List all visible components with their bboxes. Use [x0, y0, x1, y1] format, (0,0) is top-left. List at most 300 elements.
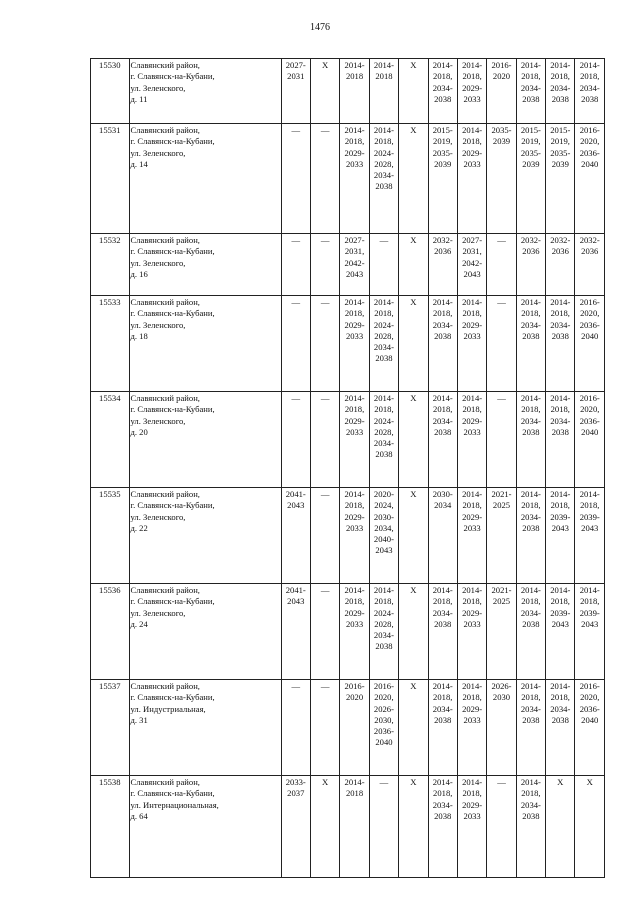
period-cell [340, 488, 369, 584]
period-value: — [320, 235, 330, 245]
period-value: 2040 [581, 714, 599, 725]
period-value: 2018, [550, 596, 570, 607]
period-cell [457, 234, 486, 296]
period-value: 2020 [345, 692, 364, 703]
period-value: 2018, [521, 71, 541, 82]
period-value: 2043 [551, 522, 569, 533]
period-value: 2020, [580, 308, 600, 319]
period-cell [457, 296, 486, 392]
period-value: 2019, [550, 136, 570, 147]
period-value: 2014- [520, 297, 541, 307]
period-value: 2014- [432, 585, 453, 595]
address-cell [129, 776, 281, 878]
period-cell [340, 584, 369, 680]
period-value: 2038 [551, 93, 569, 104]
period-value: 2040 [375, 737, 393, 748]
address-line: ул. Зеленского, [130, 147, 186, 158]
period-value: 2034- [550, 82, 571, 93]
period-value: 2035- [520, 147, 541, 158]
period-value: 2031 [287, 71, 305, 82]
period-cell [546, 59, 575, 124]
period-value: 2018, [521, 788, 541, 799]
period-value: 2014- [550, 489, 571, 499]
record-id-cell: 15536 [91, 584, 130, 680]
period-value: 2036 [434, 246, 452, 257]
period-value: 2033 [463, 330, 481, 341]
period-value: 2036 [551, 246, 569, 257]
period-value: 2036 [522, 246, 540, 257]
period-cell [428, 296, 457, 392]
period-value: 2034- [373, 170, 394, 181]
period-value: 2039- [579, 511, 600, 522]
schedule-table-body [91, 59, 605, 878]
period-value: X [586, 777, 593, 787]
period-cell [457, 584, 486, 680]
period-value: 2014- [550, 681, 571, 691]
period-value: 2038 [522, 426, 540, 437]
period-value: 2038 [434, 93, 452, 104]
period-value: 2034- [373, 438, 394, 449]
period-value: — [320, 585, 330, 595]
address-line: ул. Зеленского, [130, 607, 186, 618]
address-line: ул. Зеленского, [130, 415, 186, 426]
period-value: 2018, [433, 308, 453, 319]
period-value: 2039- [579, 607, 600, 618]
address-line: д. 16 [130, 268, 148, 279]
record-id-cell: 15531 [91, 124, 130, 234]
address-cell [129, 234, 281, 296]
period-cell [399, 296, 428, 392]
period-value: 2027- [285, 60, 306, 70]
period-cell [310, 234, 339, 296]
period-cell [340, 776, 369, 878]
period-value: 2018, [462, 308, 482, 319]
period-value: 2021- [491, 489, 512, 499]
address-line: ул. Индустриальная, [130, 703, 206, 714]
period-value: 2042- [344, 257, 365, 268]
period-cell [340, 124, 369, 234]
address-cell [129, 392, 281, 488]
period-value: 2014- [462, 297, 483, 307]
period-value: 2029- [344, 511, 365, 522]
period-value: — [497, 393, 506, 403]
period-value: — [497, 777, 506, 787]
period-value: 2018, [433, 404, 453, 415]
period-value: 2018, [374, 308, 394, 319]
period-value: — [291, 393, 301, 403]
period-value: X [410, 777, 417, 787]
address-line: г. Славянск-на-Кубани, [130, 246, 215, 257]
address-cell [129, 488, 281, 584]
period-value: 2014- [462, 681, 483, 691]
period-value: 2033 [345, 158, 364, 169]
table-row [91, 680, 605, 776]
period-value: 2029- [462, 82, 483, 93]
period-cell [516, 392, 545, 488]
period-cell [457, 680, 486, 776]
period-value: 2033 [463, 714, 481, 725]
address-line: Славянский район, [130, 125, 200, 135]
period-cell [457, 776, 486, 878]
record-id-cell: 15533 [91, 296, 130, 392]
period-value: 2041- [285, 585, 306, 595]
table-row [91, 296, 605, 392]
period-cell [457, 59, 486, 124]
period-value: 2014- [462, 60, 483, 70]
period-value: 2018, [462, 692, 482, 703]
period-value: 2018, [344, 136, 365, 147]
period-cell [399, 776, 428, 878]
period-cell [516, 124, 545, 234]
period-value: X [557, 777, 564, 787]
period-value: 2038 [581, 93, 599, 104]
period-value: — [291, 681, 301, 691]
address-line: г. Славянск-на-Кубани, [130, 308, 215, 319]
period-value: 2040 [581, 426, 599, 437]
period-value: 2034- [550, 703, 571, 714]
period-value: 2014- [344, 125, 365, 135]
period-cell [516, 680, 545, 776]
period-cell [310, 392, 339, 488]
period-value: 2038 [522, 330, 540, 341]
record-id-cell: 15537 [91, 680, 130, 776]
period-cell [516, 59, 545, 124]
period-value: 2038 [551, 330, 569, 341]
period-value: 2038 [434, 618, 452, 629]
period-value: 2032- [579, 235, 600, 245]
period-value: 2014- [462, 125, 483, 135]
period-value: 2014- [520, 393, 541, 403]
period-cell [575, 776, 605, 878]
table-row [91, 124, 605, 234]
period-value: 2014- [579, 585, 600, 595]
period-value: 2039- [550, 607, 571, 618]
record-id-cell: 15538 [91, 776, 130, 878]
address-line: г. Славянск-на-Кубани, [130, 136, 215, 147]
period-cell [399, 234, 428, 296]
period-cell [575, 488, 605, 584]
period-value: 2014- [432, 297, 453, 307]
period-value: 2018, [580, 596, 600, 607]
period-value: 2034- [432, 82, 453, 93]
period-cell [516, 296, 545, 392]
period-cell [516, 776, 545, 878]
period-value: 2014- [462, 777, 483, 787]
period-value: 2033 [345, 426, 364, 437]
period-value: 2015- [520, 125, 541, 135]
period-value: 2018, [374, 596, 394, 607]
period-value: 2014- [520, 60, 541, 70]
period-value: 2027- [462, 235, 483, 245]
page-number: 1476 [310, 22, 330, 33]
period-cell [575, 680, 605, 776]
period-value: 2043 [345, 268, 364, 279]
period-value: 2016- [579, 681, 600, 691]
period-value: 2024- [373, 319, 394, 330]
period-value: 2039- [550, 511, 571, 522]
period-value: — [320, 125, 330, 135]
period-value: 2014- [432, 777, 453, 787]
period-cell [575, 392, 605, 488]
period-value: 2014- [432, 681, 453, 691]
period-value: 2034- [432, 607, 453, 618]
period-value: X [410, 393, 417, 403]
period-value: 2033 [463, 618, 481, 629]
table-row [91, 776, 605, 878]
period-value: 2029- [344, 607, 365, 618]
period-value: 2026- [373, 703, 394, 714]
period-value: 2024- [373, 415, 394, 426]
period-value: 2016- [344, 681, 365, 691]
table-row [91, 488, 605, 584]
period-value: 2034- [550, 415, 571, 426]
period-cell [487, 124, 516, 234]
period-value: 2014- [373, 125, 394, 135]
period-value: 2036- [579, 703, 600, 714]
period-value: 2018 [375, 71, 393, 82]
period-value: 2014- [373, 297, 394, 307]
period-value: 2034- [520, 511, 541, 522]
period-value: 2033 [463, 810, 481, 821]
period-value: 2031, [462, 246, 482, 257]
period-cell [428, 392, 457, 488]
period-value: 2025 [492, 596, 511, 607]
period-value: 2014- [520, 681, 541, 691]
address-cell [129, 59, 281, 124]
period-cell [281, 124, 310, 234]
period-cell [281, 680, 310, 776]
period-value: 2027- [344, 235, 365, 245]
period-value: 2038 [434, 714, 452, 725]
period-value: 2034- [520, 799, 541, 810]
period-value: 2038 [522, 522, 540, 533]
period-value: 2029- [344, 319, 365, 330]
period-cell [399, 59, 428, 124]
period-value: 2014- [462, 393, 483, 403]
period-value: 2018, [344, 500, 365, 511]
period-cell [369, 488, 398, 584]
period-value: 2020, [374, 692, 394, 703]
period-value: 2014- [373, 393, 394, 403]
period-value: — [291, 235, 301, 245]
period-cell [487, 296, 516, 392]
period-value: 2034- [432, 703, 453, 714]
period-value: 2018 [345, 71, 364, 82]
period-value: 2043 [375, 545, 393, 556]
period-value: 2034 [434, 500, 452, 511]
address-line: г. Славянск-на-Кубани, [130, 404, 215, 415]
period-cell [281, 234, 310, 296]
period-value: 2018, [433, 692, 453, 703]
period-value: 2018, [344, 596, 365, 607]
period-value: 2014- [432, 393, 453, 403]
period-value: 2038 [375, 641, 393, 652]
period-value: 2032- [550, 235, 571, 245]
address-line: Славянский район, [130, 393, 200, 403]
period-value: 2036- [579, 319, 600, 330]
period-value: 2034- [432, 799, 453, 810]
period-value: 2018, [462, 788, 482, 799]
address-line: ул. Зеленского, [130, 257, 186, 268]
period-value: 2021- [491, 585, 512, 595]
period-value: 2018, [462, 596, 482, 607]
period-cell [340, 59, 369, 124]
period-cell [369, 296, 398, 392]
period-cell [428, 488, 457, 584]
period-cell [310, 584, 339, 680]
period-cell [487, 776, 516, 878]
period-cell [546, 392, 575, 488]
period-cell [487, 488, 516, 584]
period-cell [340, 234, 369, 296]
period-value: 2018, [521, 308, 541, 319]
period-value: 2034- [520, 82, 541, 93]
period-value: X [410, 585, 417, 595]
period-value: 2038 [375, 449, 393, 460]
period-value: 2014- [344, 777, 365, 787]
period-value: 2038 [434, 810, 452, 821]
period-value: 2014- [344, 393, 365, 403]
period-value: X [410, 489, 417, 499]
period-value: 2019, [433, 136, 453, 147]
period-cell [546, 124, 575, 234]
address-line: д. 64 [130, 810, 148, 821]
period-cell [428, 584, 457, 680]
period-value: 2035- [550, 147, 571, 158]
period-value: 2036- [579, 147, 600, 158]
period-value: 2020, [580, 404, 600, 415]
period-value: 2038 [522, 618, 540, 629]
period-cell [516, 488, 545, 584]
period-value: X [410, 60, 417, 70]
address-line: д. 20 [130, 426, 148, 437]
period-cell [457, 124, 486, 234]
period-value: 2018, [374, 404, 394, 415]
period-cell [546, 776, 575, 878]
period-value: 2039 [551, 158, 569, 169]
period-cell [399, 584, 428, 680]
address-line: ул. Зеленского, [130, 319, 186, 330]
period-cell [399, 392, 428, 488]
address-line: г. Славянск-на-Кубани, [130, 500, 215, 511]
period-cell [457, 392, 486, 488]
period-cell [487, 392, 516, 488]
table-row [91, 234, 605, 296]
period-value: 2043 [287, 500, 305, 511]
period-value: 2037 [287, 788, 305, 799]
period-value: 2038 [551, 426, 569, 437]
address-line: д. 11 [130, 93, 148, 104]
period-cell [340, 680, 369, 776]
period-value: X [410, 125, 417, 135]
period-value: 2034, [374, 522, 394, 533]
record-id-cell: 15530 [91, 59, 130, 124]
period-value: 2014- [550, 585, 571, 595]
period-value: 2034- [432, 415, 453, 426]
period-value: 2025 [492, 500, 511, 511]
period-value: 2018, [521, 500, 541, 511]
period-value: 2014- [520, 585, 541, 595]
period-value: 2018, [550, 692, 570, 703]
period-value: 2038 [522, 93, 540, 104]
period-value: 2020 [492, 71, 511, 82]
period-cell [575, 296, 605, 392]
period-cell [516, 584, 545, 680]
period-cell [369, 584, 398, 680]
period-value: 2032- [432, 235, 453, 245]
period-cell [369, 124, 398, 234]
period-value: 2018, [521, 596, 541, 607]
address-line: г. Славянск-на-Кубани, [130, 692, 215, 703]
period-value: — [379, 235, 389, 245]
period-cell [369, 680, 398, 776]
period-cell [369, 59, 398, 124]
period-value: 2033 [463, 93, 481, 104]
address-line: д. 31 [130, 714, 148, 725]
period-value: — [320, 393, 330, 403]
period-value: 2030- [373, 511, 394, 522]
record-id-cell: 15535 [91, 488, 130, 584]
period-value: 2016- [491, 60, 512, 70]
period-value: 2020, [580, 136, 600, 147]
period-value: 2014- [462, 585, 483, 595]
period-value: 2018, [550, 404, 570, 415]
period-value: 2029- [462, 511, 483, 522]
period-value: 2043 [287, 596, 305, 607]
period-cell [281, 776, 310, 878]
period-value: 2034- [373, 342, 394, 353]
period-value: 2018, [433, 788, 453, 799]
address-cell [129, 296, 281, 392]
period-cell [546, 296, 575, 392]
address-line: г. Славянск-на-Кубани, [130, 71, 215, 82]
period-cell [546, 234, 575, 296]
period-value: 2033 [463, 522, 481, 533]
period-value: 2040 [581, 158, 599, 169]
period-value: 2016- [579, 393, 600, 403]
period-value: 2018, [344, 308, 365, 319]
period-value: 2024, [374, 500, 394, 511]
period-value: 2038 [522, 714, 540, 725]
period-value: 2034- [550, 319, 571, 330]
period-value: — [497, 235, 506, 245]
period-value: 2035- [491, 125, 512, 135]
address-line: д. 14 [130, 158, 148, 169]
period-cell [575, 59, 605, 124]
period-value: 2033- [285, 777, 306, 787]
period-value: 2036- [373, 726, 394, 737]
period-cell [575, 234, 605, 296]
period-value: 2018 [345, 788, 364, 799]
period-value: — [291, 125, 301, 135]
period-value: 2014- [579, 489, 600, 499]
period-value: 2018, [521, 692, 541, 703]
address-line: Славянский район, [130, 297, 200, 307]
period-cell [428, 124, 457, 234]
address-line: Славянский район, [130, 681, 200, 691]
period-value: 2040 [581, 330, 599, 341]
period-value: 2014- [373, 585, 394, 595]
period-cell [428, 234, 457, 296]
address-line: Славянский район, [130, 489, 200, 499]
address-line: ул. Зеленского, [130, 511, 186, 522]
period-value: 2015- [550, 125, 571, 135]
period-value: — [291, 297, 301, 307]
period-value: 2018, [374, 136, 394, 147]
record-id-cell: 15534 [91, 392, 130, 488]
period-value: 2043 [581, 522, 599, 533]
period-value: 2030- [432, 489, 453, 499]
